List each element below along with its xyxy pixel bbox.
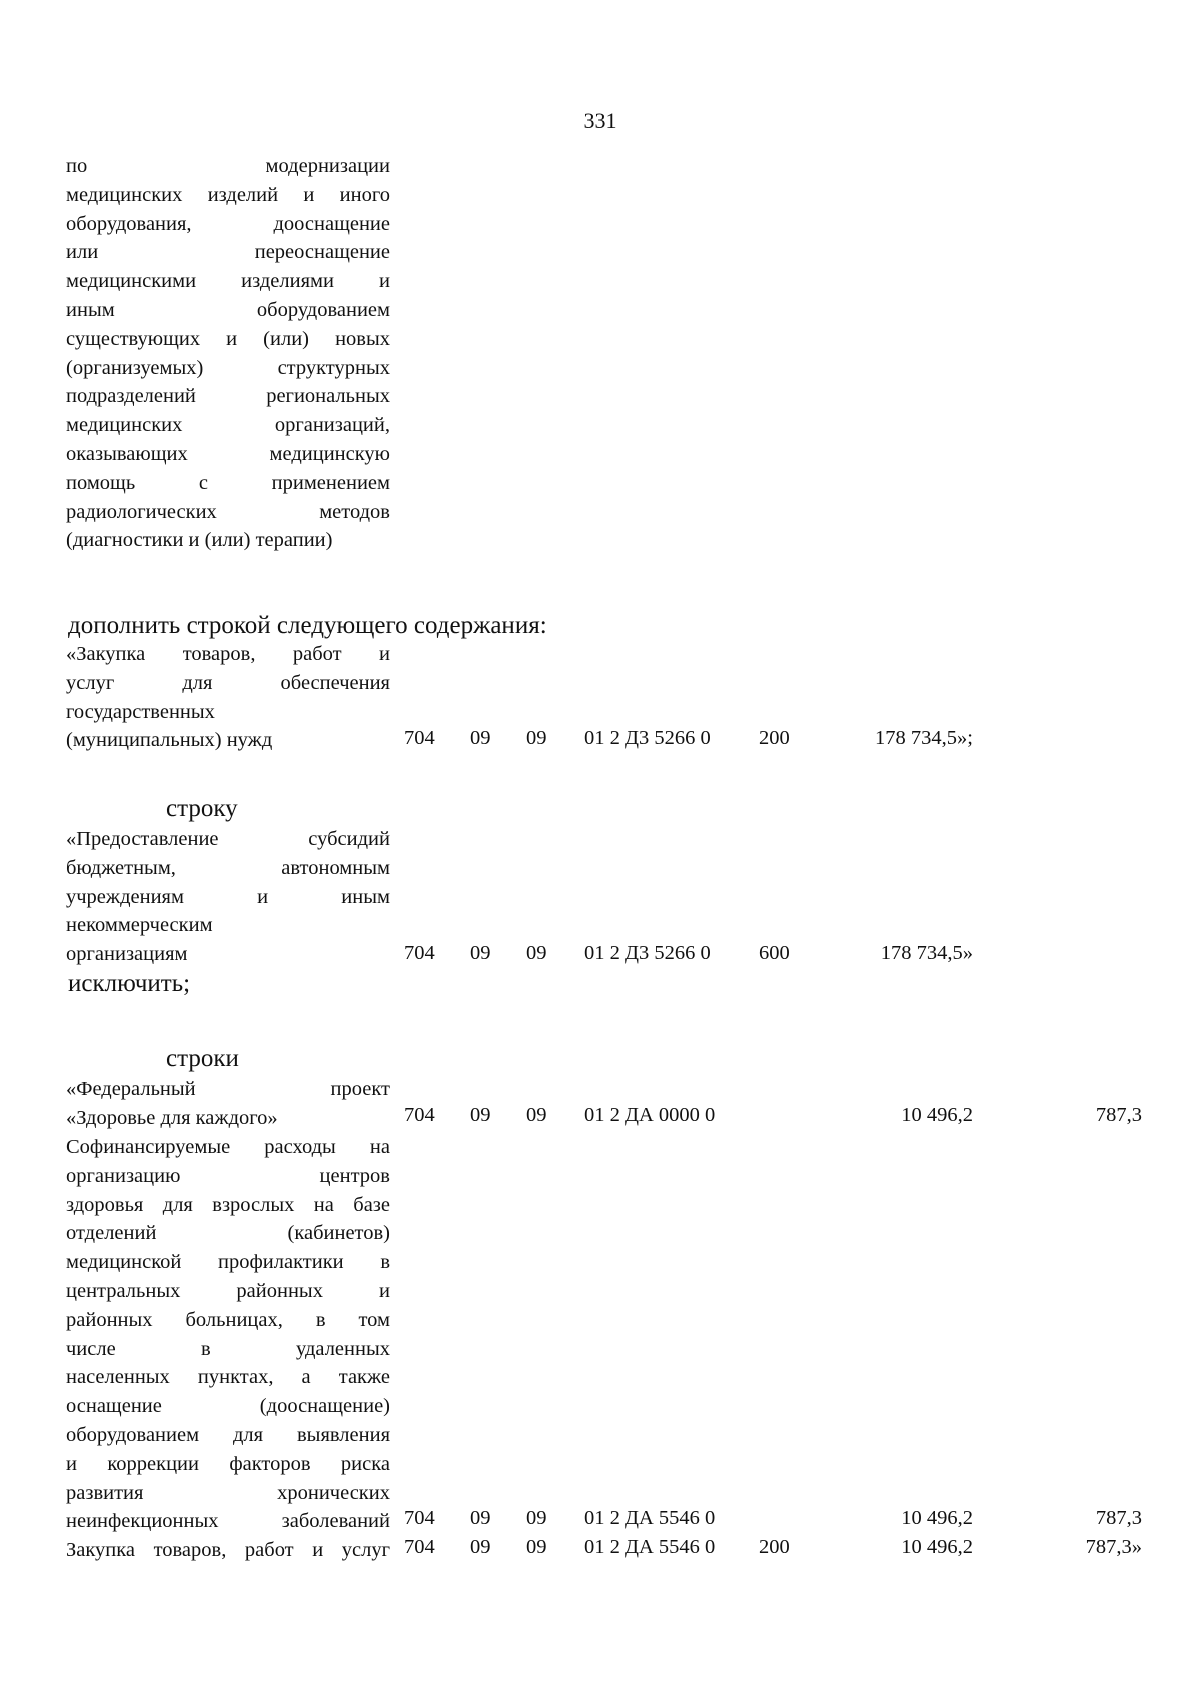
text-line: государственных xyxy=(66,700,215,723)
table-row xyxy=(0,1507,1200,1537)
amount-2: 787,3 xyxy=(1095,1104,1142,1126)
text-line: оснащение (дооснащение) xyxy=(66,1395,390,1418)
text-line: населенных пунктах, а также xyxy=(66,1366,390,1389)
text-line: медицинских изделий и иного xyxy=(66,183,390,206)
target-article-code: 01 2 ДА 5546 0 xyxy=(584,1507,716,1529)
page-number: 331 xyxy=(583,108,617,133)
grbs-code: 704 xyxy=(404,727,435,749)
text-line: отделений (кабинетов) xyxy=(66,1222,390,1245)
text-line: бюджетным, автономным xyxy=(66,856,390,879)
amount-1: 10 496,2 xyxy=(901,1104,973,1126)
text-line: радиологических методов xyxy=(66,500,390,523)
section-code: 09 xyxy=(470,1104,491,1126)
amount-1: 178 734,5» xyxy=(880,942,973,964)
table-row xyxy=(0,1536,1200,1566)
text-line: учреждениям и иным xyxy=(66,885,390,908)
text-line: оказывающих медицинскую xyxy=(66,442,390,465)
grbs-code: 704 xyxy=(404,1536,435,1558)
text-line: медицинской профилактики в xyxy=(66,1251,390,1274)
text-line: услуг для обеспечения xyxy=(66,671,390,694)
grbs-code: 704 xyxy=(404,942,435,964)
section-code: 09 xyxy=(470,1536,491,1558)
grbs-code: 704 xyxy=(404,1507,435,1529)
section-code: 09 xyxy=(470,942,491,964)
section-code: 09 xyxy=(470,727,491,749)
text-line: (организуемых) структурных xyxy=(66,356,390,379)
text-line: медицинскими изделиями и xyxy=(66,270,390,293)
amount-1: 10 496,2 xyxy=(901,1536,973,1558)
text-line: неинфекционных заболеваний xyxy=(66,1510,390,1533)
subsection-code: 09 xyxy=(526,942,547,964)
block4-measure-description xyxy=(66,1133,390,1536)
text-line: центральных районных и xyxy=(66,1279,390,1302)
amount-1: 10 496,2 xyxy=(901,1507,973,1529)
subsection-code: 09 xyxy=(526,1507,547,1529)
text-line: некоммерческим xyxy=(66,914,213,937)
table-row xyxy=(0,1104,1200,1134)
subsection-code: 09 xyxy=(526,1104,547,1126)
text-line: подразделений региональных xyxy=(66,385,390,408)
text-line: и коррекции факторов риска xyxy=(66,1452,390,1475)
text-line: существующих и (или) новых xyxy=(66,327,390,350)
heading-lines: строки xyxy=(166,1045,239,1072)
table-row xyxy=(0,727,1200,757)
heading-exclude: исключить; xyxy=(68,970,191,997)
text-line: развития хронических xyxy=(66,1481,390,1504)
block1-description xyxy=(66,152,390,555)
section-code: 09 xyxy=(470,1507,491,1529)
text-line: «Здоровье для каждого» xyxy=(66,1106,278,1129)
text-line: иным оборудованием xyxy=(66,298,390,321)
text-line: помощь с применением xyxy=(66,471,390,494)
heading-add-row: дополнить строкой следующего содержания: xyxy=(68,612,547,639)
text-line: по модернизации xyxy=(66,155,390,177)
text-line: районных больницах, в том xyxy=(66,1308,390,1331)
text-line: (муниципальных) нужд xyxy=(66,729,273,752)
text-line: организациям xyxy=(66,943,188,966)
text-line: оборудованием для выявления xyxy=(66,1423,390,1446)
target-article-code: 01 2 ДА 5546 0 xyxy=(584,1536,716,1558)
text-line: «Закупка товаров, работ и xyxy=(66,643,390,665)
text-line: (диагностики и (или) терапии) xyxy=(66,529,333,552)
heading-line: строку xyxy=(166,795,238,822)
subsection-code: 09 xyxy=(526,1536,547,1558)
text-line: Софинансируемые расходы на xyxy=(66,1136,390,1158)
table-row xyxy=(0,942,1200,972)
target-article-code: 01 2 Д3 5266 0 xyxy=(584,727,711,749)
text-line: медицинских организаций, xyxy=(66,414,390,437)
text-line: оборудования, дооснащение xyxy=(66,212,390,235)
text-line: «Федеральный проект xyxy=(66,1078,390,1100)
amount-2: 787,3» xyxy=(1085,1536,1142,1558)
expense-type-code: 600 xyxy=(759,942,790,964)
text-line: числе в удаленных xyxy=(66,1337,390,1360)
text-line: Закупка товаров, работ и услуг xyxy=(66,1539,390,1561)
target-article-code: 01 2 ДА 0000 0 xyxy=(584,1104,716,1126)
amount-2: 787,3 xyxy=(1095,1507,1142,1529)
text-line: или переоснащение xyxy=(66,241,390,264)
target-article-code: 01 2 Д3 5266 0 xyxy=(584,942,711,964)
text-line: организацию центров xyxy=(66,1164,390,1187)
expense-type-code: 200 xyxy=(759,1536,790,1558)
amount-1: 178 734,5»; xyxy=(875,727,973,749)
text-line: «Предоставление субсидий xyxy=(66,828,390,850)
expense-type-code: 200 xyxy=(759,727,790,749)
text-line: здоровья для взрослых на базе xyxy=(66,1193,390,1216)
grbs-code: 704 xyxy=(404,1104,435,1126)
subsection-code: 09 xyxy=(526,727,547,749)
